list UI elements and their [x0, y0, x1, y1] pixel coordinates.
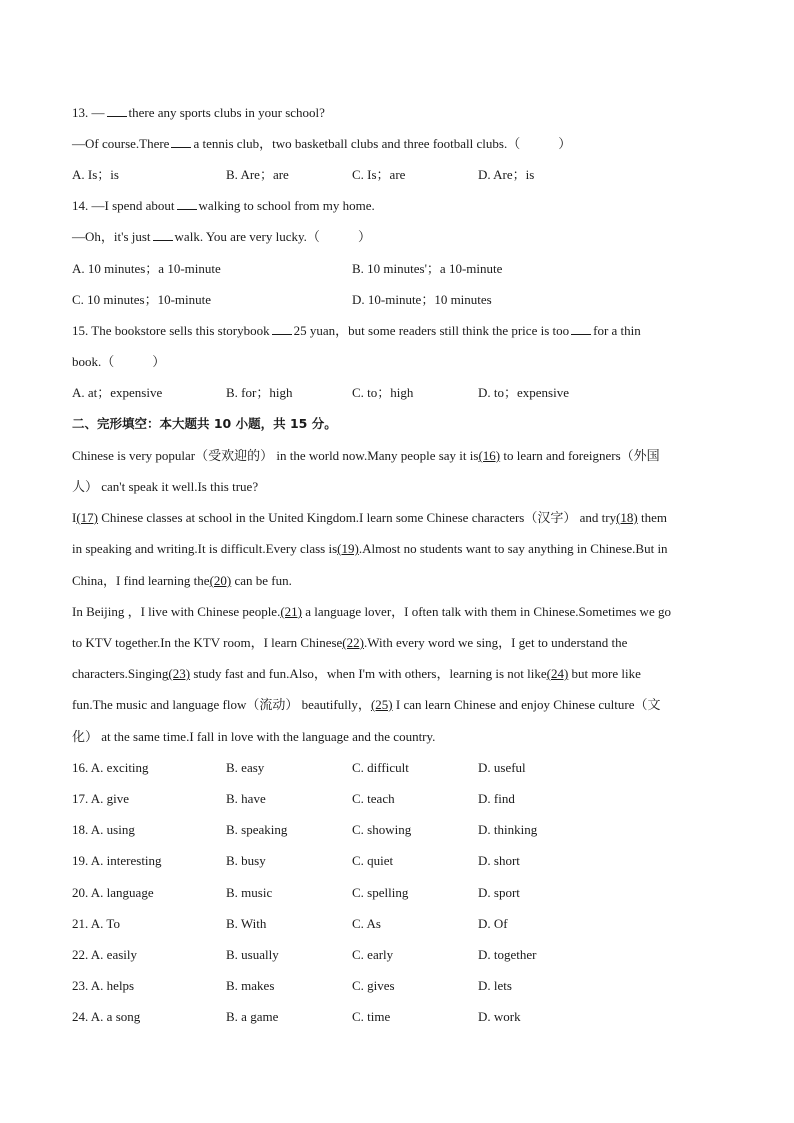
q15-line2-text: book.（: [72, 354, 115, 369]
choice-c: C. As: [352, 916, 381, 931]
q15-stem-pre: 15. The bookstore sells this storybook: [72, 323, 270, 338]
choice-d: D. Of: [478, 916, 508, 931]
choice-a: 21. A. To: [72, 916, 120, 931]
passage-text: Chinese classes at school in the United Kingdom.I learn some Chinese characters（汉字） and try: [98, 510, 617, 525]
q13-option-a: A. Is；is: [72, 167, 119, 182]
q13-option-c: C. Is；are: [352, 167, 406, 182]
passage-line: [72, 448, 660, 464]
blank-21: (21): [280, 604, 302, 619]
passage-line: [72, 635, 627, 651]
choice-a: 24. A. a song: [72, 1009, 141, 1024]
passage-text: to KTV together.In the KTV room，I learn Chinese: [72, 635, 343, 650]
passage-line: [72, 541, 668, 557]
choice-d: D. lets: [478, 978, 512, 993]
passage-text: characters.Singing: [72, 666, 169, 681]
blank-22: (22): [342, 635, 364, 650]
choice-d: D. find: [478, 791, 515, 806]
passage-text: but more like: [568, 666, 641, 681]
blank-18: (18): [616, 510, 638, 525]
passage-line: [72, 573, 292, 589]
choice-b: B. a game: [226, 1009, 279, 1024]
passage-line: [72, 510, 667, 526]
q14-option-d: D. 10-minute；10 minutes: [352, 292, 492, 307]
q13-option-d: D. Are；is: [478, 167, 535, 182]
passage-text: China，I find learning the: [72, 573, 210, 588]
choice-a: 18. A. using: [72, 822, 135, 837]
choice-b: B. easy: [226, 760, 265, 775]
q13-stem-pre: 13. —: [72, 105, 105, 120]
passage-line: [72, 697, 660, 713]
q14-option-a: A. 10 minutes；a 10-minute: [72, 261, 221, 276]
q14-close-paren: ）: [357, 229, 371, 244]
choice-b: B. speaking: [226, 822, 288, 837]
choice-c: C. difficult: [352, 760, 409, 775]
blank-25: (25): [370, 697, 393, 712]
choice-a: 23. A. helps: [72, 978, 135, 993]
choice-d: D. thinking: [478, 822, 538, 837]
passage-line: [72, 604, 671, 620]
choice-c: C. spelling: [352, 885, 409, 900]
choice-c: C. gives: [352, 978, 395, 993]
passage-text: them: [637, 510, 668, 525]
q13-line2-post: a tennis club，two basketball clubs and three football clubs.（: [193, 136, 521, 151]
choice-d: D. useful: [478, 760, 526, 775]
choice-d: D. sport: [478, 885, 520, 900]
choice-c: C. time: [352, 1009, 391, 1024]
passage-text: a language lover，I often talk with them in Chinese.Sometimes we go: [302, 604, 671, 619]
choice-c: C. teach: [352, 791, 395, 806]
answer-blank: [272, 323, 292, 335]
q15-option-b: B. for；high: [226, 385, 293, 400]
answer-blank: [177, 198, 197, 210]
choice-d: D. together: [478, 947, 537, 962]
choice-a: 17. A. give: [72, 791, 130, 806]
choice-b: B. have: [226, 791, 266, 806]
choice-b: B. music: [226, 885, 273, 900]
q14-stem: [72, 198, 375, 214]
answer-blank: [153, 229, 173, 241]
q14-option-c: C. 10 minutes；10-minute: [72, 292, 212, 307]
q13-stem: [72, 105, 325, 121]
q14-stem-post: walking to school from my home.: [198, 198, 375, 213]
choice-d: D. work: [478, 1009, 521, 1024]
choice-c: C. showing: [352, 822, 412, 837]
q15-stem-post: for a thin: [593, 323, 641, 338]
choice-a: 22. A. easily: [72, 947, 137, 962]
q14-option-b: B. 10 minutes'；a 10-minute: [352, 261, 503, 276]
blank-23: (23): [168, 666, 191, 681]
blank-16: (16): [478, 448, 501, 463]
choice-a: 19. A. interesting: [72, 853, 162, 868]
passage-line: 化） at the same time.I fall in love with the language and the country.: [72, 729, 436, 744]
answer-blank: [571, 323, 591, 335]
blank-19: (19): [337, 541, 359, 556]
q15-option-c: C. to；high: [352, 385, 414, 400]
q13-option-b: B. Are；are: [226, 167, 289, 182]
q13-line2-pre: —Of course.There: [72, 136, 170, 151]
choice-c: C. early: [352, 947, 394, 962]
blank-17: (17): [76, 510, 99, 525]
passage-text: I: [72, 510, 77, 525]
choice-b: B. makes: [226, 978, 275, 993]
q14-stem-pre: 14. —I spend about: [72, 198, 175, 213]
blank-20: (20): [209, 573, 232, 588]
choice-c: C. quiet: [352, 853, 394, 868]
passage-text: in speaking and writing.It is difficult.Every class is: [72, 541, 338, 556]
passage-text: I can learn Chinese and enjoy Chinese culture（文: [392, 697, 661, 712]
blank-24: (24): [546, 666, 569, 681]
passage-text: to learn and foreigners（外国: [500, 448, 660, 463]
passage-text: can be fun.: [231, 573, 292, 588]
q15-option-a: A. at；expensive: [72, 385, 163, 400]
q14-line2-post: walk. You are very lucky.（: [174, 229, 320, 244]
q14-line2-pre: —Oh，it's just: [72, 229, 151, 244]
q13-line2: [72, 136, 571, 152]
q14-line2: [72, 229, 371, 245]
q15-close-paren: ）: [152, 354, 166, 369]
answer-blank: [107, 105, 127, 117]
passage-text: fun.The music and language flow（流动） beautifully，: [72, 697, 371, 712]
passage-line: [72, 666, 641, 682]
q13-stem-post: there any sports clubs in your school?: [128, 105, 325, 120]
passage-text: In Beijing ，I live with Chinese people.: [72, 604, 281, 619]
choice-d: D. short: [478, 853, 520, 868]
q13-close-paren: ）: [558, 136, 572, 151]
choice-b: B. usually: [226, 947, 279, 962]
passage-text: Chinese is very popular（受欢迎的） in the world now.Many people say it is: [72, 448, 479, 463]
q15-stem: [72, 323, 641, 339]
q15-line2: [72, 354, 165, 370]
passage-line: 人） can't speak it well.Is this true?: [72, 479, 259, 494]
passage-text: study fast and fun.Also，when I'm with others，learning is not like: [190, 666, 547, 681]
q15-stem-mid: 25 yuan，but some readers still think the price is too: [293, 323, 570, 338]
passage-text: .Almost no students want to say anything in Chinese.But in: [358, 541, 668, 556]
choice-a: 16. A. exciting: [72, 760, 149, 775]
choice-a: 20. A. language: [72, 885, 154, 900]
choice-b: B. busy: [226, 853, 266, 868]
q15-option-d: D. to；expensive: [478, 385, 569, 400]
section-heading: 二、完形填空：本大题共 10 小题，共 15 分。: [72, 416, 337, 431]
passage-text: .With every word we sing，I get to understand the: [363, 635, 628, 650]
answer-blank: [171, 136, 191, 148]
choice-b: B. With: [226, 916, 267, 931]
